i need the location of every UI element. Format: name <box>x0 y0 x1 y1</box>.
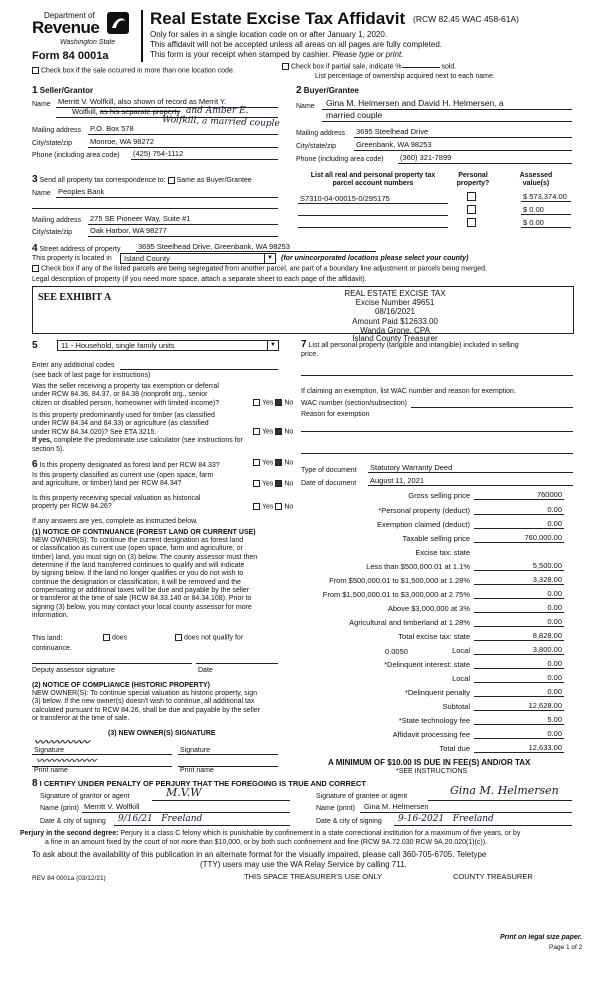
header-line-3: This form is your receipt when stamped by cashier. Please type or print. <box>150 50 404 59</box>
calc-row-label: Taxable selling price <box>402 534 470 543</box>
corr-name-label: Name <box>32 190 51 197</box>
calc-row-line <box>474 738 564 739</box>
owner-signature-label-2: Signature <box>180 747 210 754</box>
does-checkbox[interactable]: does <box>103 634 127 642</box>
forest-land-yes-no[interactable]: Yes No <box>253 459 293 467</box>
calc-row-line <box>474 584 564 585</box>
continuance-label: continuance. <box>32 645 72 652</box>
multi-location-checkbox[interactable]: Check box if the sale occurred in more than one location code. <box>32 67 235 75</box>
calc-row-line <box>474 528 564 529</box>
assessed-value-1: $ 573,374.00 <box>523 192 567 201</box>
buyer-phone-label: Phone (including area code) <box>296 156 384 163</box>
county-treasurer-label: COUNTY TREASURER <box>453 872 533 881</box>
partial-sale-checkbox[interactable]: Check box if partial sale, indicate % sold. <box>282 63 456 71</box>
exhibit-text: SEE EXHIBIT A <box>38 292 112 303</box>
county-select[interactable]: Island County ▼ <box>120 253 276 264</box>
exemption-yes-no[interactable]: Yes No <box>253 399 293 407</box>
seller-phone-label: Phone (including area code) <box>32 152 120 159</box>
segregation-checkbox[interactable]: Check box if any of the listed parcels are being segregated from another parcel, are part of a boundary line adjustment or parcels being merged. <box>32 265 487 273</box>
calc-row-value: 760,000.00 <box>524 533 562 542</box>
document-type-label: Type of document <box>301 467 357 474</box>
calc-row-value: 5.00 <box>547 715 562 724</box>
calc-row-line <box>474 499 564 500</box>
chevron-down-icon: ▼ <box>264 254 275 263</box>
certify-heading: 8 I CERTIFY UNDER PENALTY OF PERJURY THAT THE FOREGOING IS TRUE AND CORRECT <box>32 778 366 789</box>
assessed-value-3: $ 0.00 <box>523 218 544 227</box>
corr-mail-label: Mailing address <box>32 217 82 224</box>
buyer-city: Greenbank, WA 98253 <box>356 140 432 149</box>
form-number: Form 84 0001a <box>32 50 109 62</box>
seller-phone: (425) 754-1112 <box>133 149 184 158</box>
grantee-date-label: Date & city of signing <box>316 818 382 825</box>
new-owner-printname-scribble: 〰〰〰〰〰〰 <box>36 756 96 767</box>
notice-continuance-line: timber) land, you must sign on (3) below. The county assessor must then <box>32 553 258 561</box>
calc-row-label: From $500,000.01 to $1,500,000 at 1.28% <box>329 576 470 585</box>
seller-mail: P.O. Box 578 <box>90 124 134 133</box>
wac-number-line <box>411 407 573 408</box>
buyer-city-label: City/state/zip <box>296 143 337 150</box>
calc-row-value: 0.00 <box>547 603 562 612</box>
legal-description-label: Legal description of property (if you need more space, attach a separate sheet to each page of the affidavit). <box>32 276 367 283</box>
personal-checkbox-1[interactable] <box>467 192 476 201</box>
owner-print-label-1: Print name <box>34 767 68 774</box>
calc-row-line <box>474 570 564 571</box>
chevron-down-icon: ▼ <box>267 341 278 350</box>
seller-phone-line <box>131 159 278 160</box>
perjury-text-1: Perjury in the second degree: Perjury is a class C felony which is punishable by confinement in a state correctional institution for a maximum of five years, or by <box>20 830 521 837</box>
assessed-value-2: $ 0.00 <box>523 205 544 214</box>
buyer-name-1: Gina M. Helmersen and David H. Helmersen, a <box>326 98 504 108</box>
this-land-label: This land: <box>32 635 63 642</box>
calc-row-value: 0.00 <box>547 589 562 598</box>
dept-of-label: Department of <box>44 11 95 20</box>
owner-signature-label-1: Signature <box>34 747 64 754</box>
minimum-due-note: A MINIMUM OF $10.00 IS DUE IN FEE(S) AND/OR TAX <box>328 758 531 767</box>
additional-codes-line <box>120 369 278 370</box>
grantee-name: Gina M. Helmersen <box>364 802 429 811</box>
accessibility-text-1: To ask about the availability of this publication in an alternate format for the visually impaired, please call 360-705-6705. Teletype <box>32 850 487 859</box>
deputy-sig-line <box>32 663 192 664</box>
calc-row-line <box>474 640 564 641</box>
notice-compliance-text <box>32 690 260 723</box>
deputy-date-line <box>196 663 278 664</box>
calc-row-label: *Delinquent interest: state <box>384 660 470 669</box>
grantor-name-line <box>82 812 290 813</box>
form-title: Real Estate Excise Tax Affidavit <box>150 9 406 28</box>
page-number: Page 1 of 2 <box>549 944 583 951</box>
assessed-col-header: Assessed value(s) <box>519 172 553 188</box>
buyer-mail: 3695 Steelhead Drive <box>356 127 429 136</box>
assessed-line-1 <box>521 201 571 202</box>
property-address-label: 4 Street address of property <box>32 243 121 254</box>
section-5-number: 5 <box>32 340 38 351</box>
form-rcw: (RCW 82.45 WAC 458-61A) <box>413 14 519 24</box>
calc-row-label: From $1,500,000.01 to $3,000,000 at 2.75% <box>322 590 470 599</box>
personal-col-header: Personal property? <box>456 172 490 188</box>
exemption-reason-label: Reason for exemption <box>301 411 370 418</box>
assessed-line-3 <box>521 227 571 228</box>
calc-row-line <box>474 654 564 655</box>
grantor-date-city: 9/16/21 Freeland <box>118 814 203 824</box>
notice-continuance-line: signing (3) below, you may contact your local county assessor for more <box>32 603 252 611</box>
grantor-date-line <box>114 825 290 826</box>
calc-row-line <box>474 514 564 515</box>
parcel-number-1: S7310-04-00015-0/295175 <box>300 194 390 203</box>
current-use-yes-no[interactable]: Yes No <box>253 480 293 488</box>
calc-row-value: 3,328.00 <box>532 575 562 584</box>
calc-row-value: 0.00 <box>547 519 562 528</box>
deputy-sig-label: Deputy assessor signature <box>32 667 115 674</box>
grantee-date-city: 9-16-2021 Freeland <box>398 814 494 824</box>
corr-name: Peoples Bank <box>58 187 105 196</box>
buyer-phone: (360) 321-7899 <box>400 153 452 162</box>
historic-question: Is this property receiving special valuation as historical property per RCW 84.26? <box>32 495 201 511</box>
calc-row-value: 0.00 <box>547 505 562 514</box>
buyer-name-label: Name <box>296 103 315 110</box>
see-instructions-note: *SEE INSTRUCTIONS <box>396 768 468 775</box>
corr-heading: 3 Send all property tax correspondence to: Same as Buyer/Grantee <box>32 174 252 185</box>
calc-row-label: Total due <box>439 744 470 753</box>
county-label: This property is located in <box>32 255 112 262</box>
corr-city: Oak Harbor, WA 98277 <box>90 226 167 235</box>
local-rate: 0.0050 <box>385 647 408 656</box>
calc-row-line <box>474 752 564 753</box>
personal-checkbox-2[interactable] <box>467 205 476 214</box>
grantor-sig-line <box>152 800 290 801</box>
seller-mail-line <box>88 134 278 135</box>
calc-row-label: Agricultural and timberland at 1.28% <box>349 618 470 627</box>
calc-row-line <box>474 612 564 613</box>
notice-continuance-line: determine if the land transferred continues to qualify and will indicate <box>32 561 245 569</box>
corr-extra-line <box>32 208 278 209</box>
calc-row-value: 8,828.00 <box>532 631 562 640</box>
grantee-sig-label: Signature of grantee or agent <box>316 793 408 800</box>
perjury-text-2: a fine in an amount fixed by the court of not more than $10,000, or by both such confinement and fine (RCW 9A.72.030 RCW 9A.20.020(1)(c)). <box>45 839 488 846</box>
treasurer-stamp: REAL ESTATE EXCISE TAX Excise Number 49651 08/16/2021 Amount Paid $12633.00 Wanda Grone, CPA Island County Treasurer <box>344 289 446 343</box>
property-address: 3695 Steelhead Drive, Greenbank, WA 98253 <box>138 242 290 251</box>
notice-continuance-line: by signing below. If the land no longer qualifies or you do not wish to <box>32 570 244 578</box>
calc-row-label: *State technology fee <box>398 716 470 725</box>
notice-continuance-line: NEW OWNER(S): To continue the current designation as forest land <box>32 537 244 544</box>
corr-mail: 275 SE Pioneer Way, Suite #1 <box>90 214 191 223</box>
calc-row-line <box>474 696 564 697</box>
parcel-line-2 <box>298 215 448 216</box>
seller-city-line <box>88 147 278 148</box>
calc-row-label: Subtotal <box>442 702 470 711</box>
personal-property-label: 7 List all personal property (tangible and intangible) included in selling price. <box>301 339 519 358</box>
buyer-phone-line <box>398 163 572 164</box>
document-type: Statutory Warranty Deed <box>370 463 453 472</box>
calc-row-value: 0.00 <box>547 617 562 626</box>
calc-row-value: 5,500.00 <box>532 561 562 570</box>
grantor-sig-label: Signature of grantor or agent <box>40 793 130 800</box>
document-type-line <box>368 472 573 473</box>
document-date-line <box>368 485 573 486</box>
calc-row-label: Less than $500,000.01 at 1.1% <box>366 562 470 571</box>
corr-mail-line <box>88 224 278 225</box>
seller-mail-label: Mailing address <box>32 127 82 134</box>
grantor-date-label: Date & city of signing <box>40 818 106 825</box>
exemption-reason-line-1 <box>301 431 573 432</box>
calc-row-line <box>474 626 564 627</box>
notice-continuance-text <box>32 537 257 620</box>
calc-row-label: Exemption claimed (deduct) <box>377 520 470 529</box>
calc-row-value: 12,633.00 <box>528 743 562 752</box>
notice-compliance-line: (3) below. If the new owner(s) doesn't wish to continue, all additional tax <box>32 698 255 706</box>
additional-codes-label: Enter any additional codes <box>32 362 115 369</box>
calc-row-value: 0.00 <box>547 659 562 668</box>
new-owner-signature-scribble: 〰〰〰〰〰 <box>34 736 89 749</box>
parcel-line-1 <box>298 203 448 204</box>
calc-row-line <box>474 710 564 711</box>
buyer-name-2: married couple <box>326 110 383 120</box>
washington-state-label: Washington State <box>60 39 116 46</box>
calc-row-label: *Delinquent penalty <box>404 688 470 697</box>
county-note: (for unincorporated locations please select your county) <box>281 255 469 262</box>
revenue-logo-text: Revenue <box>32 18 100 37</box>
grantee-name-line <box>360 812 572 813</box>
assessed-line-2 <box>521 214 571 215</box>
parcel-line-3 <box>298 227 448 228</box>
seller-handwritten-2: Wolfkill, a married couple <box>161 114 281 130</box>
current-use-question: Is this property classified as current use (open space, farm and agriculture, or timber) land per RCW 84.34? <box>32 472 214 488</box>
header-line-1: Only for sales in a single location code on or after January 1, 2020. <box>150 30 388 39</box>
buyer-heading: 2 Buyer/Grantee <box>296 85 359 96</box>
notice-continuance-line: continue the designation or classification, it will be removed and the <box>32 578 241 586</box>
corr-name-line <box>56 197 278 198</box>
seller-name-1: Merritt V. Wolfkill, also shown of record as Merrit Y. <box>58 97 227 106</box>
buyer-name-line-2 <box>322 121 572 122</box>
see-back-label: (see back of last page for instructions) <box>32 372 151 379</box>
calc-row-value: 0.00 <box>547 729 562 738</box>
exemption-wac-heading: If claiming an exemption, list WAC number and reason for exemption. <box>301 388 516 395</box>
seller-city: Monroe, WA 98272 <box>90 137 154 146</box>
land-use-select[interactable]: 11 - Household, single family units ▼ <box>57 340 279 351</box>
timber-question: Is this property predominantly used for timber (as classified under RCW 84.34 and 84.33) or agriculture (as classified under RCW 84.34.020)? See ETA 3215. If yes, complete the predominate use calculator (see instructions for section 5). <box>32 412 243 453</box>
seller-city-label: City/state/zip <box>32 140 73 147</box>
parcel-col-header: List all real and personal property tax parcel account numbers <box>310 172 436 188</box>
notice-continuance-line: or transferor at the time of sale (RCW 84.33.140 or 84.34.108). Prior to <box>32 595 252 603</box>
property-address-line <box>136 251 376 252</box>
notice-compliance-line: or transferor at the time of sale. <box>32 714 130 722</box>
buyer-mail-line <box>354 137 572 138</box>
grantee-date-line <box>394 825 572 826</box>
buyer-city-line <box>354 150 572 151</box>
calc-row-line <box>474 542 564 543</box>
grantee-sig-line <box>428 800 572 801</box>
header-line-2: This affidavit will not be accepted unless all areas on all pages are fully completed. <box>150 40 443 49</box>
calc-row-line <box>474 724 564 725</box>
grantee-signature: Gina M. Helmersen <box>450 784 559 797</box>
revenue-logo-icon <box>107 12 129 34</box>
seller-name-label: Name <box>32 101 51 108</box>
wac-number-label: WAC number (section/subsection) <box>301 400 407 407</box>
personal-property-line <box>301 375 573 376</box>
does-not-checkbox[interactable]: does not qualify for <box>175 634 243 642</box>
notice-continuance-line: or classification as current use (open space, farm and agriculture, or <box>32 545 243 553</box>
deputy-date-label: Date <box>198 667 213 674</box>
calc-row-line <box>474 682 564 683</box>
grantor-name-label: Name (print) <box>40 805 79 812</box>
calc-row-value: 0.00 <box>547 687 562 696</box>
accessibility-text-2: (TTY) users may use the WA Relay Service by calling 711. <box>200 860 407 869</box>
seller-heading: 1 Seller/Grantor <box>32 85 94 96</box>
personal-checkbox-3[interactable] <box>467 218 476 227</box>
partial-sale-note: List percentage of ownership acquired next to each name. <box>315 73 495 80</box>
seller-name-2: Wolfkill, as his separate property <box>72 107 181 116</box>
calc-row-label: Local <box>452 674 470 683</box>
notice-compliance-line: calculated pursuant to RCW 84.26, shall be due and payable by the seller <box>32 706 261 714</box>
grantor-name: Merritt V. Wolfkill <box>84 802 140 811</box>
calc-row-label: Local <box>452 646 470 655</box>
legal-size-note: Print on legal size paper. <box>500 934 583 941</box>
new-owner-sig-heading: (3) NEW OWNER(S) SIGNATURE <box>108 730 216 737</box>
calc-row-value: 3,800.00 <box>532 645 562 654</box>
calc-row-line <box>474 668 564 669</box>
notice-continuance-heading: (1) NOTICE OF CONTINUANCE (FOREST LAND OR CURRENT USE) <box>32 529 256 536</box>
calc-row-label: Affidavit processing fee <box>392 730 470 739</box>
treasurer-use-label: THIS SPACE TREASURER'S USE ONLY <box>244 872 383 881</box>
legal-description-box <box>32 286 574 334</box>
revision-label: REV 84 0001a (03/12/21) <box>32 875 106 882</box>
calc-row-label: Above $3,000,000 at 3% <box>387 604 470 613</box>
forest-land-question: 6 Is this property designated as forest land per RCW 84.33? <box>32 459 220 470</box>
header-divider <box>141 10 143 62</box>
notice-compliance-heading: (2) NOTICE OF COMPLIANCE (HISTORIC PROPERTY) <box>32 682 210 689</box>
if-yes-note: If any answers are yes, complete as instructed below. <box>32 518 198 525</box>
calc-row-value: 12,628.00 <box>528 701 562 710</box>
notice-continuance-line: information. <box>32 611 69 619</box>
document-date-label: Date of document <box>301 480 357 487</box>
exemption-question: Was the seller receiving a property tax exemption or deferral under RCW 84.36, 84.37, or 84.38 (nonprofit org., senior citizen or disabled person, homeowner with limited income)? <box>32 383 220 407</box>
calc-row-value: 760000 <box>536 490 562 499</box>
timber-yes-no[interactable]: Yes No <box>253 428 293 436</box>
historic-yes-no[interactable]: Yes No <box>253 503 293 511</box>
calc-row-line <box>474 598 564 599</box>
owner-print-label-2: Print name <box>180 767 214 774</box>
grantor-signature: M.V.W <box>166 786 202 799</box>
calc-row-label: *Personal property (deduct) <box>378 506 470 515</box>
calc-row-label: Total excise tax: state <box>398 632 470 641</box>
document-date: August 11, 2021 <box>370 476 425 485</box>
notice-compliance-line: NEW OWNER(S): To continue special valuation as historic property, sign <box>32 690 257 697</box>
calc-row-label: Excise tax: state <box>415 548 470 557</box>
notice-continuance-line: compensating or additional taxes will be due and payable by the seller <box>32 586 250 594</box>
seller-handwritten-1: and Amber E. <box>186 106 249 116</box>
buyer-mail-label: Mailing address <box>296 130 346 137</box>
calc-row-value: 0.00 <box>547 673 562 682</box>
corr-city-line <box>88 236 278 237</box>
grantee-name-label: Name (print) <box>316 805 355 812</box>
corr-city-label: City/state/zip <box>32 229 73 236</box>
calc-row-label: Gross selling price <box>408 491 470 500</box>
exemption-reason-line-2 <box>301 453 573 454</box>
